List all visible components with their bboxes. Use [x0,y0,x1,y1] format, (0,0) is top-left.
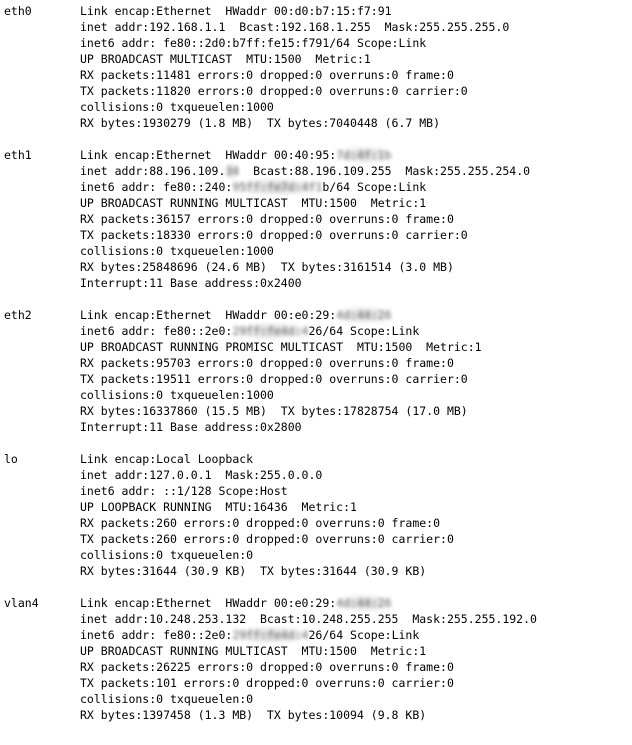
link-info: Link encap:Local Loopback [80,452,254,466]
tx-packets-line: TX packets:260 errors:0 dropped:0 overruns:0 carrier:0 [80,532,454,546]
output-line [4,547,628,563]
output-line [4,99,628,115]
output-line [4,483,628,499]
output-line [4,691,628,707]
output-line [4,259,628,275]
bytes-line: RX bytes:25848696 (24.6 MB) TX bytes:3161514 (3.0 MB) [80,260,454,274]
output-line [4,451,628,467]
interface-name: vlan4 [4,596,39,610]
output-line [4,83,628,99]
output-line [4,179,628,195]
inet-addr-line: inet addr:127.0.0.1 Mask:255.0.0.0 [80,468,323,482]
output-line [4,515,628,531]
inet6-addr-line: inet6 addr: ::1/128 Scope:Host [80,484,288,498]
rx-packets-line: RX packets:36157 errors:0 dropped:0 overruns:0 frame:0 [80,212,454,226]
interface-name: eth1 [4,148,32,162]
collisions-line: collisions:0 txqueuelen:1000 [80,388,274,402]
ifconfig-output [4,3,628,723]
redacted-hwaddr: 7d:4f:1b [336,148,392,162]
tx-packets-line: TX packets:19511 errors:0 dropped:0 overruns:0 carrier:0 [80,372,468,386]
interface-block-eth0 [4,3,628,131]
collisions-line: collisions:0 txqueuelen:0 [80,692,254,706]
output-line [4,51,628,67]
output-line [4,627,628,643]
redacted-ipv6: 29ff:fe4d:4 [232,628,309,642]
output-line [4,275,628,291]
flags-line: UP BROADCAST MULTICAST MTU:1500 Metric:1 [80,52,371,66]
interface-block-eth1 [4,147,628,291]
output-line [4,707,628,723]
output-line [4,323,628,339]
redacted-hwaddr: 4d:44:26 [336,596,392,610]
collisions-line: collisions:0 txqueuelen:0 [80,548,254,562]
link-info: Link encap:Ethernet HWaddr 00:e0:29:4d:44:26 [80,596,392,610]
output-line [4,675,628,691]
output-line [4,611,628,627]
inet6-addr-line: inet6 addr: fe80::2e0:29ff:fe4d:426/64 Scope:Link [80,628,420,642]
rx-packets-line: RX packets:260 errors:0 dropped:0 overruns:0 frame:0 [80,516,441,530]
link-info: Link encap:Ethernet HWaddr 00:40:95:7d:4f:1b [80,148,392,162]
redacted-ipv6: 29ff:fe4d:4 [232,324,309,338]
output-line [4,67,628,83]
interface-block-lo [4,451,628,579]
flags-line: UP LOOPBACK RUNNING MTU:16436 Metric:1 [80,500,357,514]
rx-packets-line: RX packets:26225 errors:0 dropped:0 overruns:0 frame:0 [80,660,454,674]
bytes-line: RX bytes:31644 (30.9 KB) TX bytes:31644 (30.9 KB) [80,564,427,578]
output-line [4,227,628,243]
output-line [4,3,628,19]
inet6-addr-line: inet6 addr: fe80::240:95ff:fe7d:4f1b/64 Scope:Link [80,180,427,194]
output-line [4,355,628,371]
output-line [4,499,628,515]
output-line [4,403,628,419]
inet-addr-line: inet addr:88.196.109.34 Bcast:88.196.109.255 Mask:255.255.254.0 [80,164,531,178]
interface-block-eth2 [4,307,628,435]
output-line [4,147,628,163]
flags-line: UP BROADCAST RUNNING MULTICAST MTU:1500 Metric:1 [80,644,427,658]
flags-line: UP BROADCAST RUNNING MULTICAST MTU:1500 Metric:1 [80,196,427,210]
output-line [4,19,628,35]
rx-packets-line: RX packets:11481 errors:0 dropped:0 overruns:0 frame:0 [80,68,454,82]
output-line [4,211,628,227]
link-info: Link encap:Ethernet HWaddr 00:e0:29:4d:44:26 [80,308,392,322]
interrupt-line: Interrupt:11 Base address:0x2400 [80,276,302,290]
tx-packets-line: TX packets:101 errors:0 dropped:0 overruns:0 carrier:0 [80,676,454,690]
output-line [4,467,628,483]
collisions-line: collisions:0 txqueuelen:1000 [80,100,274,114]
inet6-addr-line: inet6 addr: fe80::2e0:29ff:fe4d:426/64 Scope:Link [80,324,420,338]
flags-line: UP BROADCAST RUNNING PROMISC MULTICAST MTU:1500 Metric:1 [80,340,482,354]
output-line [4,243,628,259]
output-line [4,307,628,323]
output-line [4,387,628,403]
output-line [4,419,628,435]
redacted-ip: 34 [225,164,240,178]
output-line [4,643,628,659]
bytes-line: RX bytes:1930279 (1.8 MB) TX bytes:7040448 (6.7 MB) [80,116,441,130]
output-line [4,35,628,51]
output-line [4,531,628,547]
interface-name: eth2 [4,308,32,322]
interrupt-line: Interrupt:11 Base address:0x2800 [80,420,302,434]
interface-name: lo [4,452,18,466]
output-line [4,371,628,387]
link-info: Link encap:Ethernet HWaddr 00:d0:b7:15:f7:91 [80,4,392,18]
output-line [4,595,628,611]
inet6-addr-line: inet6 addr: fe80::2d0:b7ff:fe15:f791/64 Scope:Link [80,36,427,50]
tx-packets-line: TX packets:18330 errors:0 dropped:0 overruns:0 carrier:0 [80,228,468,242]
output-line [4,659,628,675]
output-line [4,195,628,211]
bytes-line: RX bytes:1397458 (1.3 MB) TX bytes:10094 (9.8 KB) [80,708,427,722]
inet-addr-line: inet addr:192.168.1.1 Bcast:192.168.1.255 Mask:255.255.255.0 [80,20,510,34]
redacted-hwaddr: 4d:44:26 [336,308,392,322]
output-line [4,339,628,355]
inet-addr-line: inet addr:10.248.253.132 Bcast:10.248.255.255 Mask:255.255.192.0 [80,612,537,626]
interface-name: eth0 [4,4,32,18]
collisions-line: collisions:0 txqueuelen:1000 [80,244,274,258]
redacted-ipv6: 95ff:fe7d:4f1 [232,180,323,194]
output-line [4,163,628,179]
output-line [4,563,628,579]
bytes-line: RX bytes:16337860 (15.5 MB) TX bytes:17828754 (17.0 MB) [80,404,468,418]
interface-block-vlan4 [4,595,628,723]
rx-packets-line: RX packets:95703 errors:0 dropped:0 overruns:0 frame:0 [80,356,454,370]
tx-packets-line: TX packets:11820 errors:0 dropped:0 overruns:0 carrier:0 [80,84,468,98]
output-line [4,115,628,131]
